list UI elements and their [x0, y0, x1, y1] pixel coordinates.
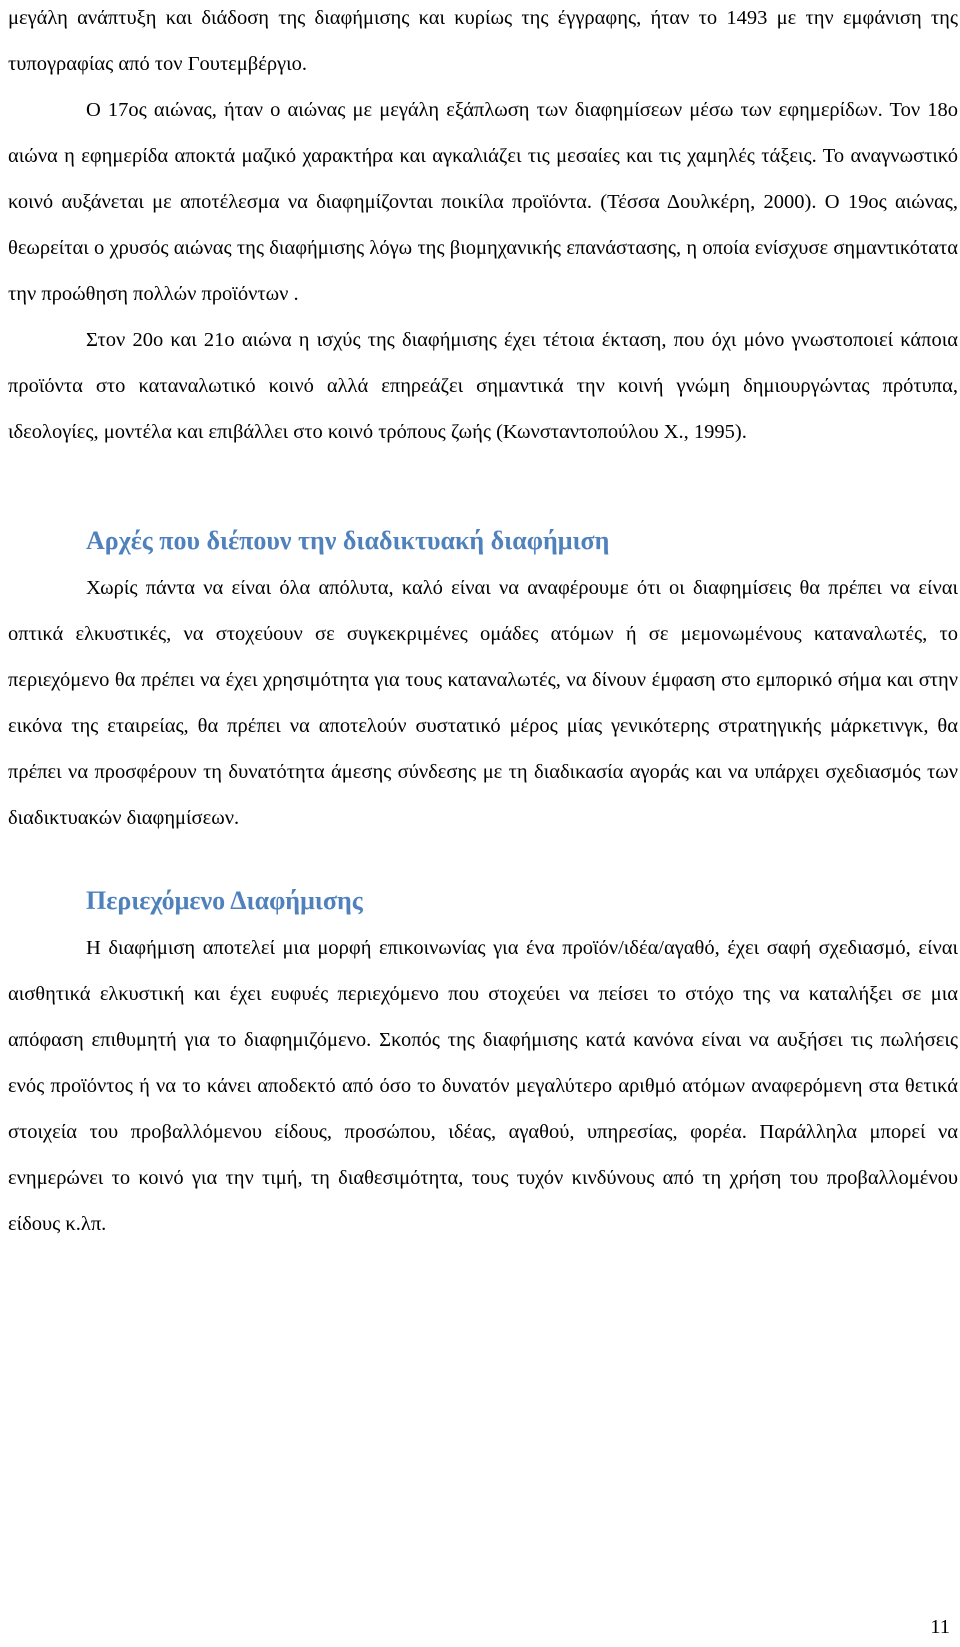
intro-paragraph-2: Ο 17ος αιώνας, ήταν ο αιώνας με μεγάλη εξάπλωση των διαφημίσεων μέσω των εφημερίδων. Τον 18ο αιώνα η εφημερίδα αποκτά μαζικό χαρακτήρα και αγκαλιάζει τις μεσαίες και τις χαμηλές τάξεις. Το αναγνωστικό κοινό αυξάνεται με αποτέλεσμα να διαφημίζονται ποικίλα προϊόντα. (Τέσσα Δουλκέρη, 2000). Ο 19ος αιώνας, θεωρείται ο χρυσός αιώνας της διαφήμισης λόγω της βιομηχανικής επανάστασης, η οποία ενίσχυσε σημαντικότατα την προώθηση πολλών προϊόντων . [8, 99, 958, 305]
document-page [8, 0, 958, 1247]
section-heading-content: Περιεχόμενο Διαφήμισης [86, 886, 363, 915]
principles-paragraph: Χωρίς πάντα να είναι όλα απόλυτα, καλό είναι να αναφέρουμε ότι οι διαφημίσεις θα πρέπει να είναι οπτικά ελκυστικές, να στοχεύουν σε συγκεκριμένες ομάδες ατόμων ή σε μεμονωμένους καταναλωτές, το περιεχόμενο θα πρέπει να έχει χρησιμότητα για τους καταναλωτές, να δίνουν έμφαση στο εμπορικό σήμα και στην εικόνα της εταιρείας, θα πρέπει να αποτελούν συστατικό μέρος μίας γενικότερης στρατηγικής μάρκετινγκ, θα πρέπει να προσφέρουν τη δυνατότητα άμεσης σύνδεσης με τη διαδικασία αγοράς και να υπάρχει σχεδιασμός των διαδικτυακών διαφημίσεων. [8, 577, 958, 829]
page-number: 11 [930, 1616, 950, 1638]
content-paragraph: Η διαφήμιση αποτελεί μια μορφή επικοινωνίας για ένα προϊόν/ιδέα/αγαθό, έχει σαφή σχεδιασμό, είναι αισθητικά ελκυστική και έχει ευφυές περιεχόμενο που στοχεύει να πείσει το στόχο της να καταλήξει σε μια απόφαση επιθυμητή για το διαφημιζόμενο. Σκοπός της διαφήμισης κατά κανόνα είναι να αυξήσει τις πωλήσεις ενός προϊόντος ή να το κάνει αποδεκτό από όσο το δυνατόν μεγαλύτερο αριθμό ατόμων αναφερόμενη στα θετικά στοιχεία του προβαλλόμενου είδους, προσώπου, ιδέας, αγαθού, υπηρεσίας, φορέα. Παράλληλα μπορεί να ενημερώνει το κοινό για την τιμή, τη διαθεσιμότητα, τους τυχόν κινδύνους από τη χρήση του προβαλλομένου είδους κ.λπ. [8, 937, 958, 1235]
section-heading-principles: Αρχές που διέπουν την διαδικτυακή διαφήμιση [86, 526, 610, 555]
intro-paragraph-1: μεγάλη ανάπτυξη και διάδοση της διαφήμισης και κυρίως της έγγραφης, ήταν το 1493 με την εμφάνιση της τυπογραφίας από τον Γουτεμβέργιο. [8, 7, 958, 75]
intro-paragraph-3: Στον 20ο και 21ο αιώνα η ισχύς της διαφήμισης έχει τέτοια έκταση, που όχι μόνο γνωστοποιεί κάποια προϊόντα στο καταναλωτικό κοινό αλλά επηρεάζει σημαντικά την κοινή γνώμη δημιουργώντας πρότυπα, ιδεολογίες, μοντέλα και επιβάλλει στο κοινό τρόπους ζωής (Κωνσταντοπούλου Χ., 1995). [8, 329, 958, 443]
